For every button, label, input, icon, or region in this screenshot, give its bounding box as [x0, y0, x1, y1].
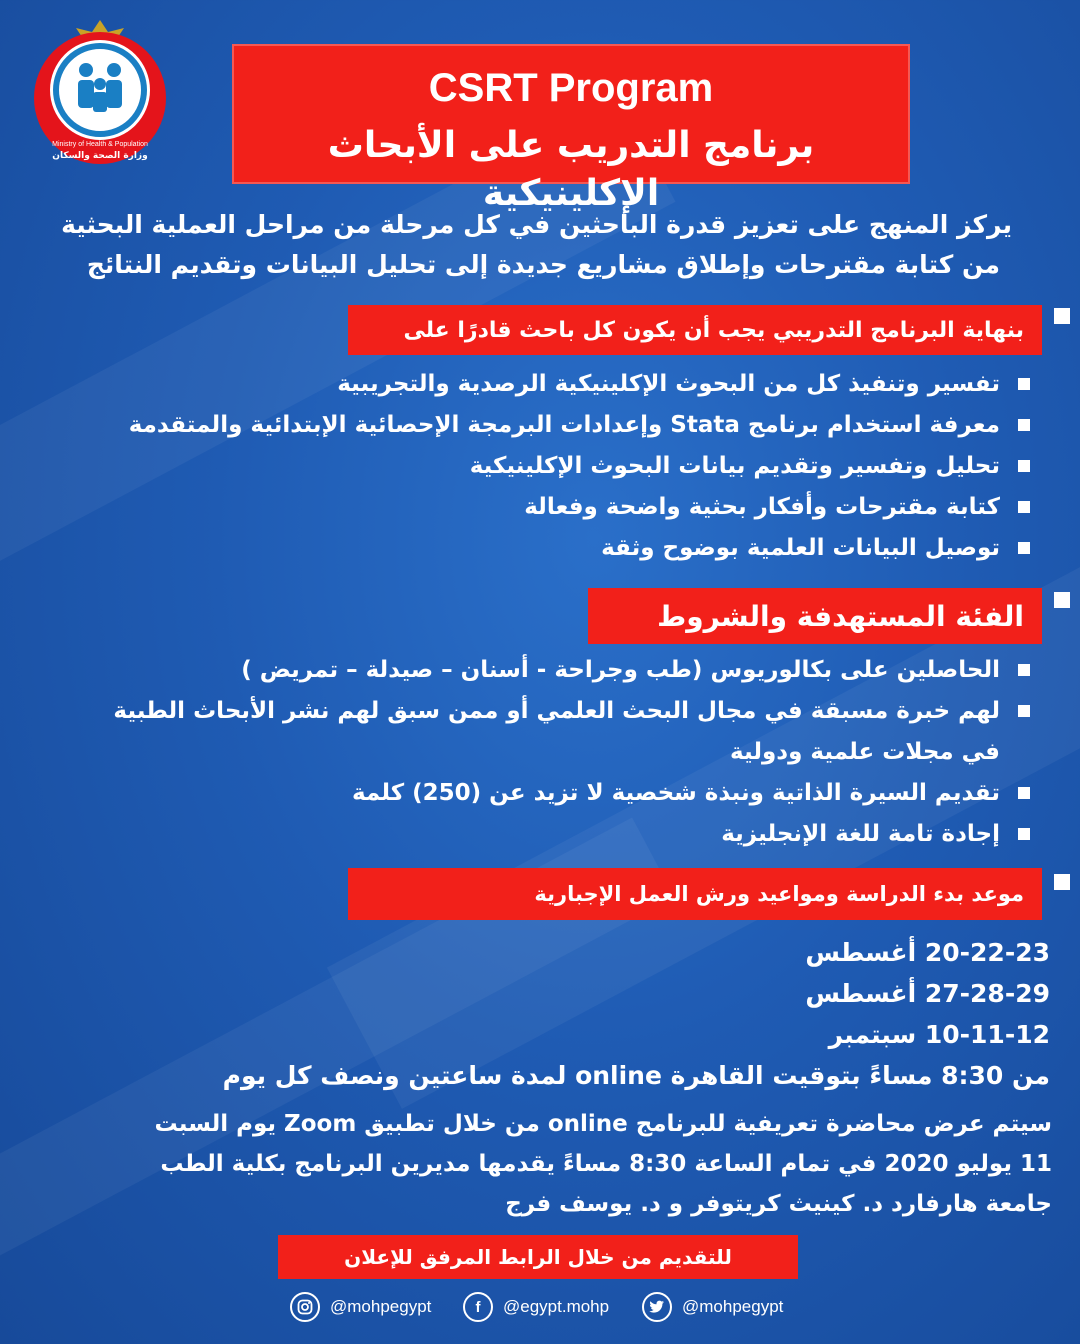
logo-text-ar: وزارة الصحة والسكان [52, 151, 148, 161]
objectives-list [129, 364, 1030, 569]
intro-line: يركز المنهج على تعزيز قدرة الباحثين في كل مرحلة من مراحل العملية البحثية [61, 210, 1012, 239]
list-item: معرفة استخدام برنامج Stata وإعدادات البرمجة الإحصائية الإبتدائية والمتقدمة [129, 405, 1030, 446]
logo-text-en: Ministry of Health & Population [52, 141, 148, 148]
section-marker-icon [1054, 874, 1070, 890]
zoom-line: 11 يوليو 2020 في تمام الساعة 8:30 مساءً يقدمها مديرين البرنامج بكلية الطب [160, 1151, 1052, 1177]
ministry-logo [28, 18, 173, 168]
schedule-dates [223, 932, 1050, 1096]
session-time: من 8:30 مساءً بتوقيت القاهرة online لمدة ساعتين ونصف كل يوم [222, 1061, 1050, 1090]
bullet-icon [1018, 419, 1030, 431]
bullet-icon [1018, 460, 1030, 472]
list-item: تقديم السيرة الذاتية ونبذة شخصية لا تزيد عن (250) كلمة [113, 773, 1030, 814]
zoom-line: جامعة هارفارد د. كينيث كريتوفر و د. يوسف فرج [505, 1191, 1052, 1217]
section-marker-icon [1054, 592, 1070, 608]
list-item: تحليل وتفسير وتقديم بيانات البحوث الإكلينيكية [129, 446, 1030, 487]
list-item: الحاصلين على بكالوريوس (طب وجراحة - أسنان – صيدلة – تمريض ) [113, 650, 1030, 691]
date-line: 10-11-12 سبتمبر [828, 1020, 1050, 1049]
title-banner [232, 44, 910, 214]
section-heading-text: الفئة المستهدفة والشروط [657, 599, 1024, 633]
section-heading-schedule [348, 868, 1042, 920]
social-facebook[interactable] [463, 1292, 609, 1322]
intro-paragraph [60, 205, 1012, 285]
date-line: 20-22-23 أغسطس [805, 938, 1050, 967]
bullet-icon [1018, 664, 1030, 676]
facebook-icon: f [463, 1292, 493, 1322]
date-line: 27-28-29 أغسطس [805, 979, 1050, 1008]
list-item: تفسير وتنفيذ كل من البحوث الإكلينيكية الرصدية والتجريبية [129, 364, 1030, 405]
bullet-icon [1018, 787, 1030, 799]
twitter-icon [642, 1292, 672, 1322]
list-item: كتابة مقترحات وأفكار بحثية واضحة وفعالة [129, 487, 1030, 528]
bullet-icon [1018, 542, 1030, 554]
title-english: CSRT Program [428, 66, 714, 110]
section-heading-objectives [348, 305, 1042, 355]
list-item: توصيل البيانات العلمية بوضوح وثقة [129, 528, 1030, 569]
title-arabic: برنامج التدريب على الأبحاث الإكلينيكية [327, 125, 815, 214]
facebook-handle: @egypt.mohp [503, 1297, 610, 1316]
section-marker-icon [1054, 308, 1070, 324]
bullet-icon [1018, 705, 1030, 717]
list-item: إجادة تامة للغة الإنجليزية [113, 814, 1030, 855]
instagram-handle: @mohpegypt [330, 1297, 432, 1316]
zoom-lecture-info [70, 1104, 1052, 1224]
bullet-icon [1018, 828, 1030, 840]
intro-line: من كتابة مقترحات وإطلاق مشاريع جديدة إلى تحليل البيانات وتقديم النتائج [86, 250, 1000, 279]
social-twitter[interactable] [642, 1292, 783, 1322]
apply-link-banner[interactable]: للتقديم من خلال الرابط المرفق للإعلان [278, 1235, 798, 1279]
social-instagram[interactable] [290, 1292, 431, 1322]
bullet-icon [1018, 501, 1030, 513]
section-heading-eligibility [588, 588, 1042, 644]
twitter-handle: @mohpegypt [682, 1297, 784, 1316]
list-item: لهم خبرة مسبقة في مجال البحث العلمي أو ممن سبق لهم نشر الأبحاث الطبية في مجلات علمية ودولية [113, 691, 1030, 773]
section-heading-text: موعد بدء الدراسة ومواعيد ورش العمل الإجبارية [534, 882, 1024, 906]
bullet-icon [1018, 378, 1030, 390]
eligibility-list [113, 650, 1030, 855]
instagram-icon [290, 1292, 320, 1322]
zoom-line: سيتم عرض محاضرة تعريفية للبرنامج online من خلال تطبيق Zoom يوم السبت [154, 1111, 1052, 1137]
section-heading-text: بنهاية البرنامج التدريبي يجب أن يكون كل باحث قادرًا على [403, 317, 1024, 343]
